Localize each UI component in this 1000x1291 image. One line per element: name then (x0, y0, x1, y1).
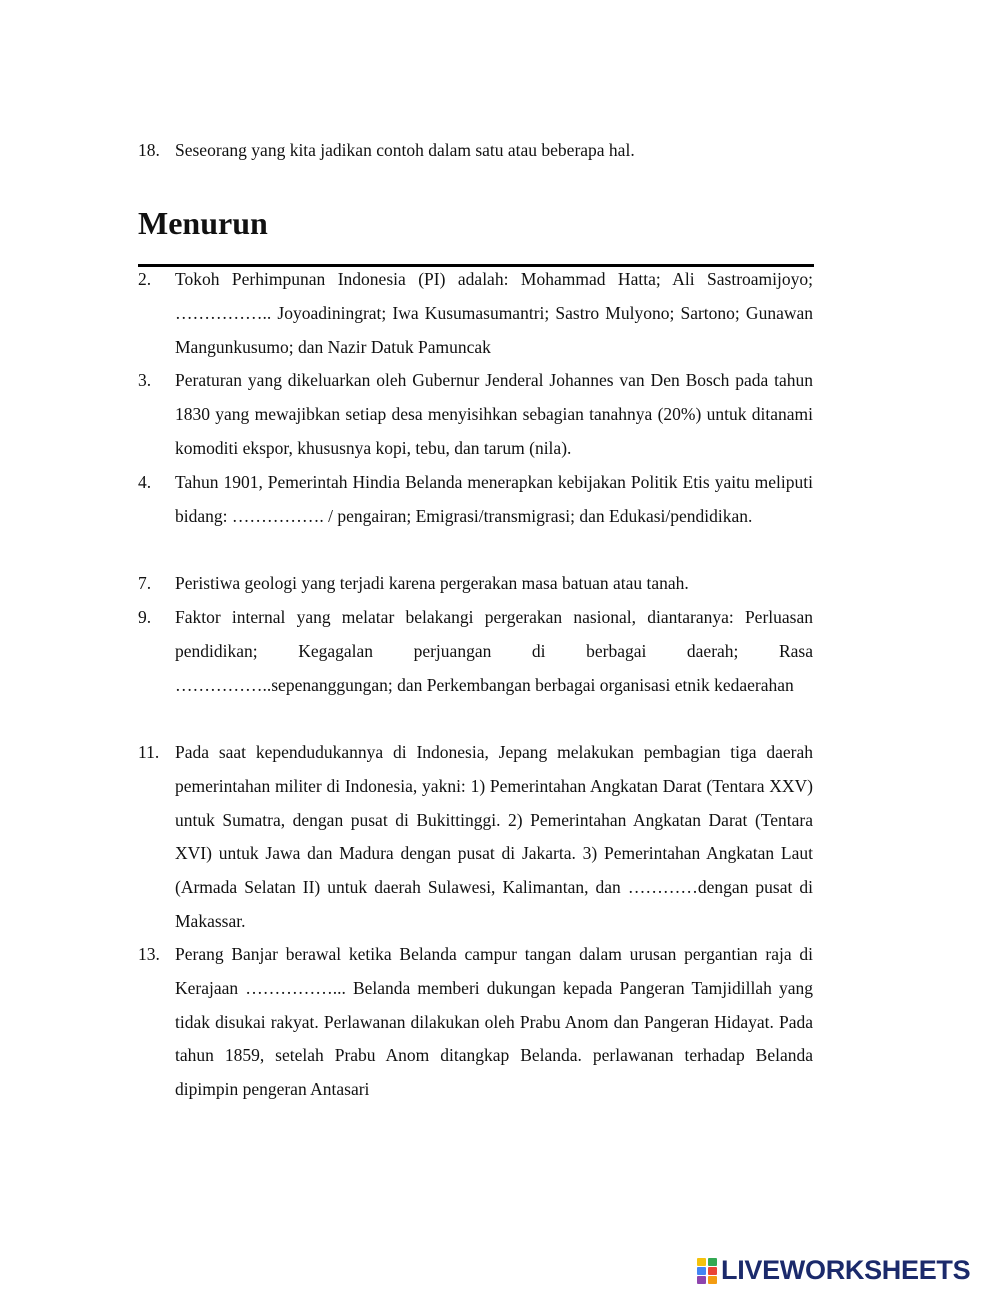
list-item (138, 364, 813, 465)
item-number: 9. (138, 607, 152, 627)
logo-block (697, 1258, 706, 1266)
liveworksheets-logo (697, 1254, 970, 1286)
item-text: Perang Banjar berawal ketika Belanda campur tangan dalam urusan pergantian raja di Kerajaan ……………... Belanda memberi dukungan kepada Pangeran Tamjidillah yang tidak disukai rakyat. Perlawanan dilakukan oleh Prabu Anom dan Pangeran Hidayat. Pada tahun 1859, setelah Prabu Anom ditangkap Belanda. perlawanan terhadap Belanda dipimpin pengeran Antasari (175, 944, 813, 1100)
item-number: 11. (138, 742, 160, 762)
item-text: Pada saat kependudukannya di Indonesia, Jepang melakukan pembagian tiga daerah pemerintahan militer di Indonesia, yakni: 1) Pemerintahan Angkatan Darat (Tentara XXV) untuk Sumatra, dengan pusat di Bukittinggi. 2) Pemerintahan Angkatan Darat (Tentara XVI) untuk Jawa dan Madura dengan pusat di Jakarta. 3) Pemerintahan Angkatan Laut (Armada Selatan II) untuk daerah Sulawesi, Kalimantan, dan …………dengan pusat di Makassar. (175, 742, 813, 931)
item-text: Tahun 1901, Pemerintah Hindia Belanda menerapkan kebijakan Politik Etis yaitu meliputi bidang: ……………. / pengairan; Emigrasi/transmigrasi; dan Edukasi/pendidikan. (175, 472, 813, 526)
logo-block (708, 1276, 717, 1284)
section-heading: Menurun (138, 205, 268, 241)
item-number: 2. (138, 269, 152, 289)
logo-block (697, 1267, 706, 1275)
logo-text: LIVEWORKSHEETS (721, 1255, 971, 1285)
item-text: Peristiwa geologi yang terjadi karena pergerakan masa batuan atau tanah. (175, 573, 689, 593)
item-text: Faktor internal yang melatar belakangi pergerakan nasional, diantaranya: Perluasan pendidikan; Kegagalan perjuangan di berbagai daerah; Rasa ……………..sepenanggungan; dan Perkembangan berbagai organisasi etnik kedaerahan (175, 607, 813, 695)
logo-block (708, 1267, 717, 1275)
list-item (138, 466, 813, 534)
item-number: 7. (138, 573, 152, 593)
item-text: Tokoh Perhimpunan Indonesia (PI) adalah: Mohammad Hatta; Ali Sastroamijoyo; …………….. Joyoadiningrat; Iwa Kusumasumantri; Sastro Mulyono; Sartono; Gunawan Mangunkusumo; dan Nazir Datuk Pamuncak (175, 269, 813, 357)
list-item (138, 567, 813, 601)
liveworksheets-logo-icon (697, 1256, 719, 1284)
list-item (138, 601, 813, 702)
item-number: 4. (138, 472, 152, 492)
logo-block (708, 1258, 717, 1266)
list-item (138, 736, 813, 939)
logo-block (697, 1276, 706, 1284)
item-text: Seseorang yang kita jadikan contoh dalam satu atau beberapa hal. (175, 140, 635, 160)
item-number: 13. (138, 944, 160, 964)
item-number: 18. (138, 140, 160, 160)
item-number: 3. (138, 370, 152, 390)
list-item-intro (138, 134, 813, 168)
list-item (138, 263, 813, 364)
list-item (138, 938, 813, 1107)
item-text: Peraturan yang dikeluarkan oleh Gubernur Jenderal Johannes van Den Bosch pada tahun 1830 yang mewajibkan setiap desa menyisihkan sebagian tanahnya (20%) untuk ditanami komoditi ekspor, khususnya kopi, tebu, dan tarum (nila). (175, 370, 813, 458)
